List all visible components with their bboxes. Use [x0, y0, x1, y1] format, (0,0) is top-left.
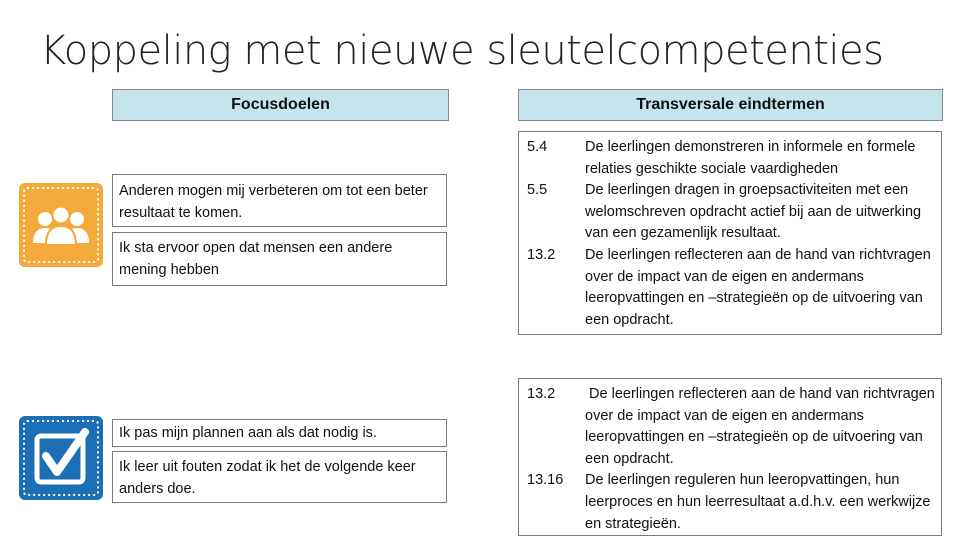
term-row [519, 137, 941, 180]
term-text: De leerlingen reguleren hun leeropvattingen, hun leerproces en hun leerresultaat a.d.h.v. een werkwijze en strategieën. [585, 472, 931, 532]
page-title: Koppeling met nieuwe sleutelcompetenties [40, 28, 884, 74]
term-text: De leerlingen reflecteren aan de hand van richtvragen over de impact van de eigen en andermans leeropvattingen en –strategieën op de uitvoering van een opdracht. [585, 246, 931, 328]
transversal-terms-box-1 [518, 131, 942, 335]
focus-goal-4: Ik leer uit fouten zodat ik het de volgende keer anders doe. [112, 451, 447, 503]
term-code: 13.2 [527, 246, 556, 263]
checkbox-check-icon [19, 416, 103, 500]
term-row [519, 384, 941, 470]
term-text: De leerlingen dragen in groepsactiviteiten met een welomschreven opdracht actief bij aan de uitwerking van een gezamenlijk resultaat. [585, 182, 922, 242]
term-row [519, 180, 941, 245]
term-code: 5.5 [527, 182, 548, 199]
focus-header: Focusdoelen [112, 89, 449, 121]
focus-goal-3: Ik pas mijn plannen aan als dat nodig is. [112, 419, 447, 447]
term-row [519, 245, 941, 331]
focus-goal-2: Ik sta ervoor open dat mensen een andere mening hebben [112, 232, 447, 286]
term-text: De leerlingen demonstreren in informele en formele relaties geschikte sociale vaardigheden [585, 139, 916, 177]
focus-goal-1: Anderen mogen mij verbeteren om tot een beter resultaat te komen. [112, 174, 447, 227]
term-code: 5.4 [527, 139, 548, 155]
term-code: 13.16 [527, 472, 564, 489]
transversal-terms-box-2 [518, 378, 942, 536]
transversal-header: Transversale eindtermen [518, 89, 943, 121]
term-code: 13.2 [527, 386, 556, 402]
people-group-icon [19, 183, 103, 267]
term-text: De leerlingen reflecteren aan de hand van richtvragen over de impact van de eigen en andermans leeropvattingen en –strategieën op de uitvoering van een opdracht. [585, 386, 939, 467]
term-row [519, 470, 941, 535]
